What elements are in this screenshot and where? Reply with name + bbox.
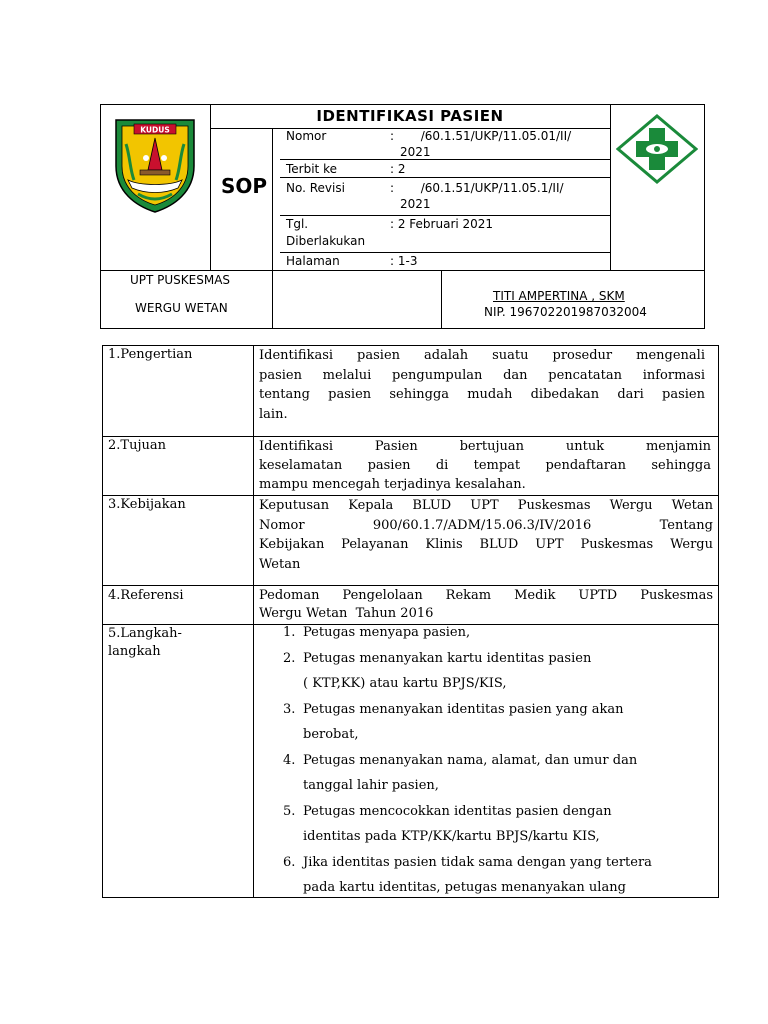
section-referensi-label: 4.Referensi xyxy=(108,588,184,603)
section-pengertian-text: Identifikasi pasien adalah suatu prosedur mengenali pasien melalui pengumpulan dan pencatatan informasi tentang pasien sehingga mudah dibedakan dari pasien lain. xyxy=(259,348,705,422)
signer-nip: NIP. 196702201987032004 xyxy=(484,305,647,319)
svg-text:KUDUS: KUDUS xyxy=(140,125,170,135)
field-revisi-value: : /60.1.51/UKP/11.05.1/II/ xyxy=(390,181,564,195)
field-nomor-label: Nomor xyxy=(286,129,327,143)
step-item: 6. Jika identitas pasien tidak sama dengan yang tertera pada kartu identitas, petugas menanyakan ulang xyxy=(283,854,652,895)
document-title: IDENTIFIKASI PASIEN xyxy=(316,107,504,125)
section-langkah-steps xyxy=(259,620,709,901)
section-referensi-text: Pedoman Pengelolaan Rekam Medik UPTD Puskesmas Wergu Wetan Tahun 2016 xyxy=(259,588,713,621)
step-item: 4. Petugas menanyakan nama, alamat, dan umur dan tanggal lahir pasien, xyxy=(283,752,638,793)
section-tujuan-text: Identifikasi Pasien bertujuan untuk menjamin keselamatan pasien di tempat pendaftaran sehingga mampu mencegah terjadinya kesalahan. xyxy=(259,439,711,492)
section-kebijakan-label: 3.Kebijakan xyxy=(108,497,186,512)
field-halaman-value: : 1-3 xyxy=(390,254,418,268)
field-tgl-value: : 2 Februari 2021 xyxy=(390,217,494,231)
section-tujuan-label: 2.Tujuan xyxy=(108,438,166,453)
kudus-crest-logo xyxy=(112,114,198,214)
step-item: 5. Petugas mencocokkan identitas pasien dengan identitas pada KTP/KK/kartu BPJS/kartu KIS, xyxy=(283,803,612,844)
section-pengertian-label: 1.Pengertian xyxy=(108,347,193,362)
field-nomor-value: : /60.1.51/UKP/11.05.01/II/ xyxy=(390,129,572,143)
field-revisi-label: No. Revisi xyxy=(286,181,345,195)
step-item: 3. Petugas menanyakan identitas pasien yang akan berobat, xyxy=(283,701,624,742)
field-terbit-value: : 2 xyxy=(390,162,406,176)
org-name-line2: WERGU WETAN xyxy=(135,301,228,315)
field-tgl-label-2: Diberlakukan xyxy=(286,234,366,248)
field-nomor-value-year: 2021 xyxy=(400,145,431,159)
section-langkah-label: 5.Langkah- langkah xyxy=(108,626,182,659)
section-kebijakan-text: Keputusan Kepala BLUD UPT Puskesmas Wergu Wetan Nomor 900/60.1.7/ADM/15.06.3/IV/2016 Tentang Kebijakan Pelayanan Klinis BLUD UPT Puskesmas Wergu Wetan xyxy=(259,498,713,572)
puskesmas-logo xyxy=(616,114,698,184)
field-revisi-value-year: 2021 xyxy=(400,197,431,211)
org-name-line1: UPT PUSKESMAS xyxy=(130,273,231,287)
step-item: 2. Petugas menanyakan kartu identitas pasien ( KTP,KK) atau kartu BPJS/KIS, xyxy=(283,650,592,691)
field-tgl-label: Tgl. xyxy=(286,217,309,231)
sop-header-table xyxy=(100,104,705,329)
step-item: 1. Petugas menyapa pasien, xyxy=(283,625,471,640)
field-terbit-label: Terbit ke xyxy=(286,162,337,176)
sop-label: SOP xyxy=(220,174,268,198)
field-halaman-label: Halaman xyxy=(286,254,340,268)
sop-content-table xyxy=(102,345,719,898)
signer-name: TITI AMPERTINA , SKM xyxy=(493,289,625,303)
